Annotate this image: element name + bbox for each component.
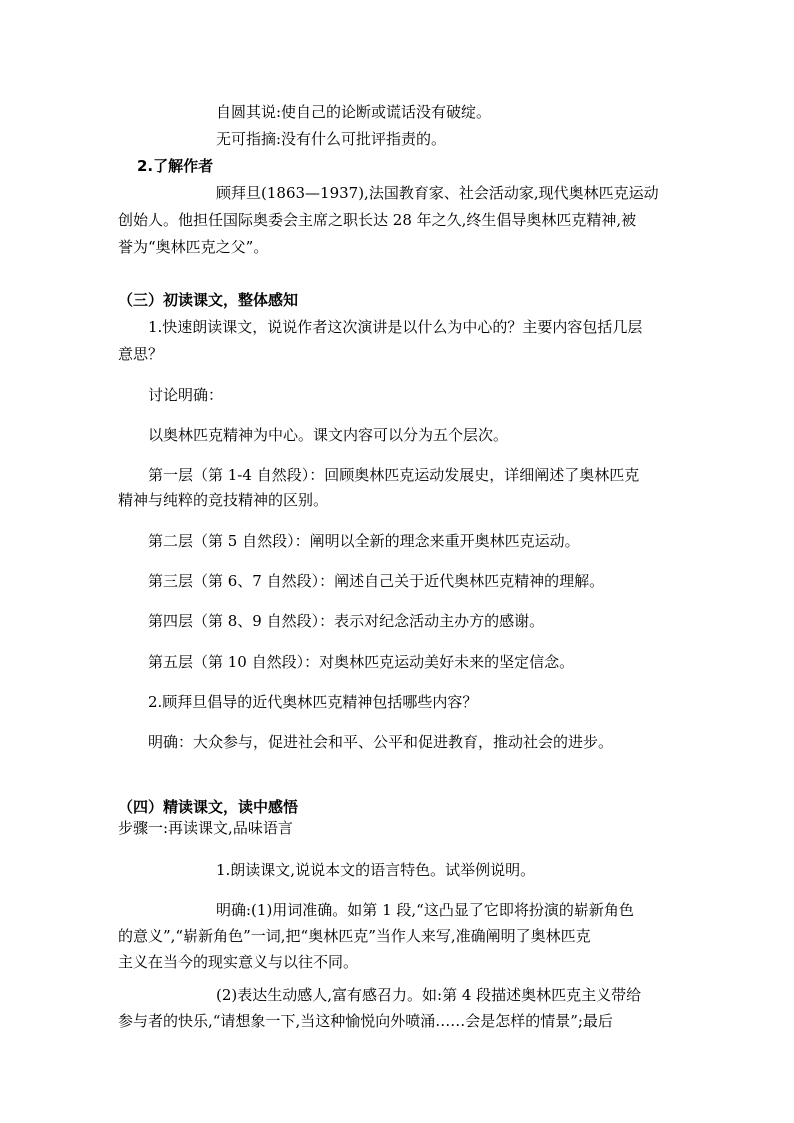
section3-answer2: 明确：大众参与，促进社会和平、公平和促进教育，推动社会的进步。 — [148, 733, 614, 751]
section4-answer1-line2: 的意义”,“崭新角色”一词,把“奥林匹克”当作人来写,准确阐明了奥林匹克 — [118, 927, 591, 945]
section3-layer5: 第五层（第 10 自然段）：对奥林匹克运动美好未来的坚定信念。 — [148, 653, 575, 671]
section3-question2: 2.顾拜旦倡导的近代奥林匹克精神包括哪些内容？ — [148, 693, 478, 711]
section3-discussion-label: 讨论明确： — [148, 386, 224, 404]
vocab-zi-yuan-qi-shuo: 自圆其说:使自己的论断或谎话没有破绽。 — [216, 103, 492, 121]
section3-layer1-line2: 精神与纯粹的竞技精神的区别。 — [118, 491, 329, 509]
section3-heading: （三）初读课文，整体感知 — [118, 291, 299, 309]
author-intro-line2: 创始人。他担任国际奥委会主席之职长达 28 年之久,终生倡导奥林匹克精神,被 — [118, 211, 637, 229]
section3-layer4: 第四层（第 8、9 自然段）：表示对纪念活动主办方的感谢。 — [148, 612, 545, 630]
author-intro-line3: 誉为“奥林匹克之父”。 — [118, 238, 269, 256]
section4-question1: 1.朗读课文,说说本文的语言特色。试举例说明。 — [216, 861, 536, 879]
section3-question1-line2: 意思？ — [118, 345, 164, 363]
section4-answer1-line1: 明确:(1)用词准确。如第 1 段,“这凸显了它即将扮演的崭新角色 — [216, 901, 634, 919]
section3-center: 以奥林匹克精神为中心。课文内容可以分为五个层次。 — [148, 426, 509, 444]
section3-layer1-line1: 第一层（第 1-4 自然段）：回顾奥林匹克运动发展史，详细阐述了奥林匹克 — [148, 466, 640, 484]
section3-layer3: 第三层（第 6、7 自然段）：阐述自己关于近代奥林匹克精神的理解。 — [148, 572, 605, 590]
section4-answer2-line2: 参与者的快乐,“请想象一下,当这种愉悦向外喷涌……会是怎样的情景”;最后 — [118, 1012, 613, 1030]
section4-answer2-line1: (2)表达生动感人,富有感召力。如:第 4 段描述奥林匹克主义带给 — [216, 986, 642, 1004]
author-intro-line1: 顾拜旦(1863—1937),法国教育家、社会活动家,现代奥林匹克运动 — [216, 184, 659, 202]
section3-question1-line1: 1.快速朗读课文，说说作者这次演讲是以什么为中心的？主要内容包括几层 — [148, 318, 643, 336]
section4-step1: 步骤一:再读课文,品味语言 — [118, 819, 293, 837]
section4-heading: （四）精读课文，读中感悟 — [118, 798, 299, 816]
vocab-wu-ke-zhi-zhai: 无可指摘:没有什么可批评指责的。 — [216, 130, 447, 148]
section3-layer2: 第二层（第 5 自然段）：阐明以全新的理念来重开奥林匹克运动。 — [148, 532, 580, 550]
author-heading: 2.了解作者 — [137, 157, 214, 175]
section4-answer1-line3: 主义在当今的现实意义与以往不同。 — [118, 953, 359, 971]
